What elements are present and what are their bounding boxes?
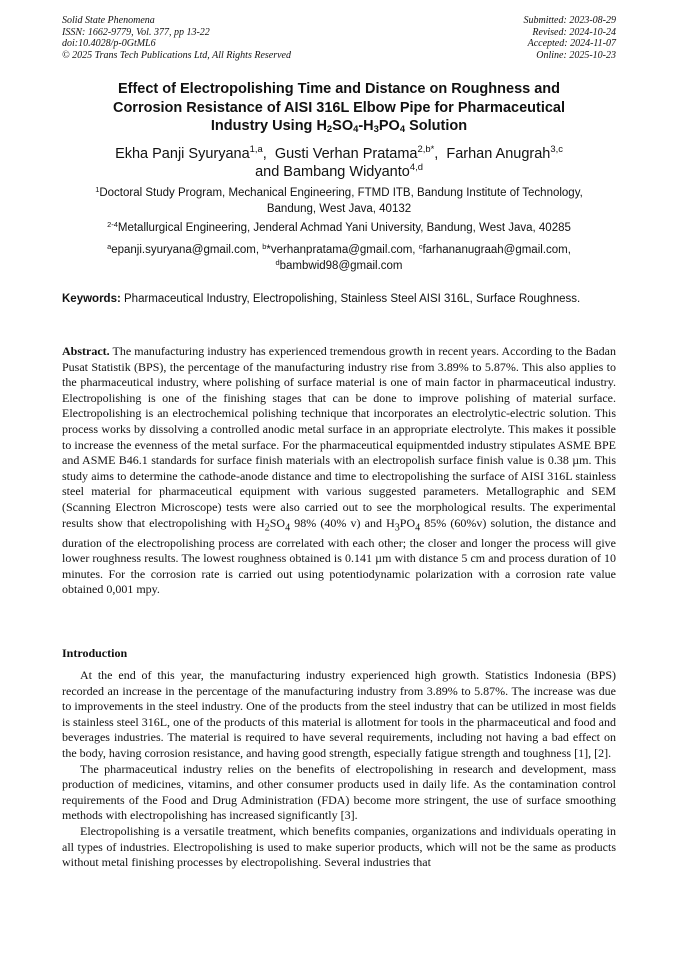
email-mark: a xyxy=(107,242,112,251)
author-affiliation-mark: 1,a xyxy=(249,143,263,154)
title-text: Solution xyxy=(405,118,468,134)
abstract-text: 85% (60%v) solution, the distance and duration of the electropolishing process are correlated with each other; the closer and longer the process will give lower roughness results. The lowest roughness obtained is 0.141 µm with distance 5 cm and process duration of 10 minutes. For the corrosion rate is carried out using potentiodynamic polarization with a corrosion rate value obtained 0,001 mpy. xyxy=(62,515,616,597)
author-line-2 xyxy=(62,163,616,181)
email-mark: d xyxy=(275,257,280,267)
abstract-section xyxy=(62,344,616,598)
email-link[interactable]: *verhanpratama@gmail.com, xyxy=(266,244,416,256)
intro-paragraph: The pharmaceutical industry relies on the benefits of electropolishing in research and development, mass production of medicines, vitamins, and other consumer products used in daily life. As the contamination control requirements of the Food and Drug Administration (FDA) become more stringent, the use of surface smoothing methods with electropolishing has increased significantly [3]. xyxy=(62,761,616,823)
date-online: Online: 2025-10-23 xyxy=(536,49,616,61)
title-line-2: Corrosion Resistance of AISI 316L Elbow Pipe for Pharmaceutical xyxy=(112,99,566,116)
date-revised: Revised: 2024-10-24 xyxy=(532,26,616,38)
affiliation-mark: 2-4 xyxy=(107,220,118,229)
title-text: PO xyxy=(378,118,400,134)
title-line-1: Effect of Electropolishing Time and Distance on Roughness and xyxy=(117,81,561,97)
abstract-label: Abstract. xyxy=(62,344,110,358)
emails-line-2 xyxy=(62,259,616,275)
paper-title xyxy=(62,80,616,139)
keywords-text: Pharmaceutical Industry, Electropolishing, Stainless Steel AISI 316L, Surface Roughness. xyxy=(124,293,581,305)
title-sub: 2 xyxy=(326,123,333,134)
intro-paragraph: Electropolishing is a versatile treatment, which benefits companies, organizations and individuals operating in all types of industries. Electropolishing is used to make superior products, which will not be the same as products without metal finishing processes by electropolishing. Several industries that xyxy=(62,823,616,870)
introduction-heading: Introduction xyxy=(62,646,128,660)
journal-doi: doi:10.4028/p-0GtML6 xyxy=(62,38,156,49)
author-name: Farhan Anugrah xyxy=(446,146,551,162)
keywords-section xyxy=(62,292,616,307)
journal-copyright: © 2025 Trans Tech Publications Ltd, All Rights Reserved xyxy=(62,49,291,61)
journal-info xyxy=(62,15,291,61)
author-list xyxy=(62,145,616,181)
abstract-sub: 2 xyxy=(264,521,270,533)
abstract-sub: 4 xyxy=(285,521,291,533)
affiliation-2 xyxy=(62,221,616,237)
keywords-label: Keywords: xyxy=(62,293,121,305)
author-name: Bambang Widyanto xyxy=(283,164,410,180)
author-affiliation-mark: 3,c xyxy=(550,143,563,154)
email-mark: b xyxy=(262,242,267,251)
journal-name: Solid State Phenomena xyxy=(62,15,155,26)
author-emails xyxy=(62,243,616,274)
emails-line-1 xyxy=(62,243,616,259)
affiliation-text: Doctoral Study Program, Mechanical Engineering, FTMD ITB, Bandung Institute of Technology, xyxy=(99,187,583,199)
abstract-text: SO xyxy=(269,515,286,530)
abstract-sub: 4 xyxy=(415,521,421,533)
email-link[interactable]: bambwid98@gmail.com xyxy=(279,259,403,272)
email-link[interactable]: epanji.syuryana@gmail.com, xyxy=(111,244,260,256)
title-sub: 4 xyxy=(399,123,406,134)
title-text: SO xyxy=(332,118,354,134)
author-conjunction: and xyxy=(255,164,280,180)
author-line-1: Ekha Panji Syuryana$^{1,a}$, Gusti Verhan Pratama$^{2,b*}$, Farhan Anugrah$^{3,c}$ xyxy=(115,143,563,162)
intro-paragraph: At the end of this year, the manufacturing industry experienced high growth. Statistics Indonesia (BPS) recorded an increase in the percentage of the manufacturing industry from 3.89% to 5.87%. The increase was due to improvements in the steel industry. One of the products from the steel industry that can be utilized in most fields is stainless steel 316L, one of the products of this material is allotment for tools in the pharmaceutical and food and beverages industries. The material is required to have several requirements, including not having a bad effect on the body, having corrosion resistance, and having good strength, especially fatigue strength and toughness [1], [2]. xyxy=(62,668,616,760)
abstract-text: The manufacturing industry has experienced tremendous growth in recent years. According to the Badan Pusat Statistik (BPS), the percentage of the manufacturing industry rise from 3.89% to 5.87%. This also applies to the pharmaceutical industry, where polishing of surface material is one of main factor in pharmaceutical industry. Electropolishing is one of the finishing stages that can be done to improve polishing of material surface. Electropolishing is an electrochemical polishing technique that incorporates an electrolytic-electric solution. This process works by dissolving a controlled anodic metal surface in an appropriate electrolyte. This makes it possible to increase the evenness of the metal surface. For the pharmaceutical equipmentded industry stipulates ASME BPE and ASME B46.1 standards for surface finish materials with an electropolish surface finish value is 0.38 µm. This study aims to determine the cathode-anode distance and time to electropolishing the surface of AISI 316L stainless steel material for pharmaceutical equipment with various suggested parameters. Metallographic and SEM (Scanning Electron Microscope) tests were also carried out to see the morphological results. The experimental results show that electropolishing with H xyxy=(62,344,616,530)
abstract-text: 98% (40% v) and H xyxy=(290,515,395,530)
date-accepted: Accepted: 2024-11-07 xyxy=(527,38,616,49)
abstract-text: PO xyxy=(399,515,416,530)
author-name: Gusti Verhan Pratama xyxy=(274,146,418,162)
title-text: Industry Using H xyxy=(210,118,327,134)
email-mark: c xyxy=(418,242,423,251)
title-sub: 3 xyxy=(373,123,379,134)
author-affiliation-mark: 2,b* xyxy=(417,143,435,154)
author-name: Ekha Panji Syuryana xyxy=(115,146,250,162)
title-line-3 xyxy=(62,117,616,139)
email-link[interactable]: farhananugraah@gmail.com, xyxy=(422,244,571,256)
affiliation-1-line-1 xyxy=(62,186,616,202)
abstract-sub: 3 xyxy=(394,521,400,533)
journal-issn: ISSN: 1662-9779, Vol. 377, pp 13-22 xyxy=(62,26,210,38)
affiliation-text: Metallurgical Engineering, Jenderal Achmad Yani University, Bandung, West Java, 40285 xyxy=(117,222,571,234)
affiliation-1-line-2: Bandung, West Java, 40132 xyxy=(266,202,412,215)
title-text: -H xyxy=(358,118,374,134)
author-affiliation-mark: 4,d xyxy=(409,161,423,172)
submission-dates xyxy=(524,15,617,61)
title-sub: 4 xyxy=(353,123,359,134)
affiliation-1 xyxy=(62,186,616,217)
affiliation-mark: 1 xyxy=(95,185,100,194)
date-submitted: Submitted: 2023-08-29 xyxy=(523,15,616,26)
introduction-body xyxy=(62,668,616,871)
